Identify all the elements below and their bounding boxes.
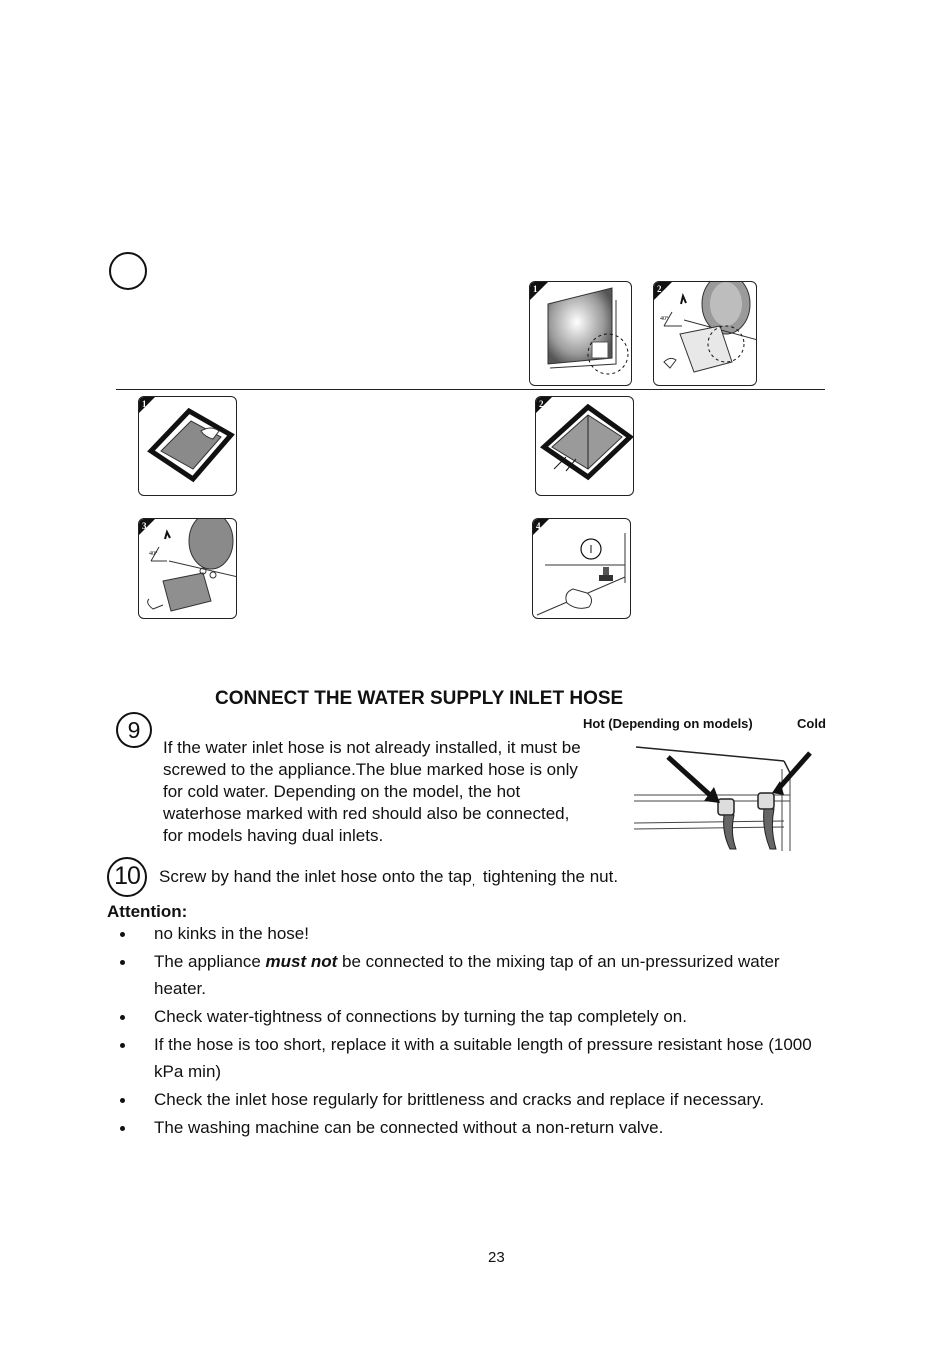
step-number: 9 [127,717,141,743]
step-circle-9 [116,712,152,748]
list-item: Check water-tightness of connections by turning the tap completely on. [118,1003,818,1030]
attention-list [118,920,818,1141]
figure-grid-3-insert-filter [138,518,237,619]
figure-number: 2 [657,284,662,294]
body-line: waterhose marked with red should also be connected, [163,804,570,823]
step-circle-empty [109,252,147,290]
body-line: If the water inlet hose is not already installed, it must be [163,738,581,757]
body-line: screwed to the appliance.The blue marked hose is only [163,760,578,779]
body-line: for models having dual inlets. [163,826,384,845]
attention-title: Attention: [107,902,188,921]
figure-grid-2-filter-frame [535,396,634,496]
cold-label: Cold [797,716,826,731]
figure-number: 3 [142,521,147,531]
list-item: If the hose is too short, replace it with a suitable length of pressure resistant hose (1000 kPa min) [118,1031,818,1085]
step-circle-10 [107,857,147,897]
figure-top-1-cover-panel [529,281,632,386]
figure-number: 2 [539,399,544,409]
list-item: The appliance must not be connected to the mixing tap of an un-pressurized water heater. [118,948,818,1002]
figure-top-2-open-panel [653,281,757,386]
page-number: 23 [488,1249,505,1266]
angle-label: 40° [660,316,669,322]
hot-label-group [583,716,753,731]
inlet-hose-diagram [634,733,834,855]
step-10-period: . [613,867,619,886]
step-10-comma: , [471,874,476,888]
emphasis: must not [265,952,338,971]
section-10-text [159,867,618,888]
body-line: for cold water. Depending on the model, the hot [163,782,521,801]
section-9-body [163,737,623,847]
step-10-text-b: tightening the nut [482,867,614,886]
depending-on-models-label: (Depending on models) [608,716,753,731]
figure-grid-4-tighten-foot [532,518,631,619]
figure-number: 4 [536,521,541,531]
list-item: The washing machine can be connected without a non-return valve. [118,1114,818,1141]
angle-label: 40° [149,551,158,557]
horizontal-rule [116,389,825,390]
hot-label: Hot [583,716,605,731]
list-item: no kinks in the hose! [118,920,818,947]
section-heading: CONNECT THE WATER SUPPLY INLET HOSE [215,688,624,709]
figure-number: 1 [142,399,147,409]
figure-grid-1-filter-removal [138,396,237,496]
step-number: 10 [114,862,140,890]
list-item: Check the inlet hose regularly for brittleness and cracks and replace if necessary. [118,1086,818,1113]
figure-number: 1 [533,284,538,294]
step-10-text-a: Screw by hand the inlet hose onto the tap [159,867,472,886]
